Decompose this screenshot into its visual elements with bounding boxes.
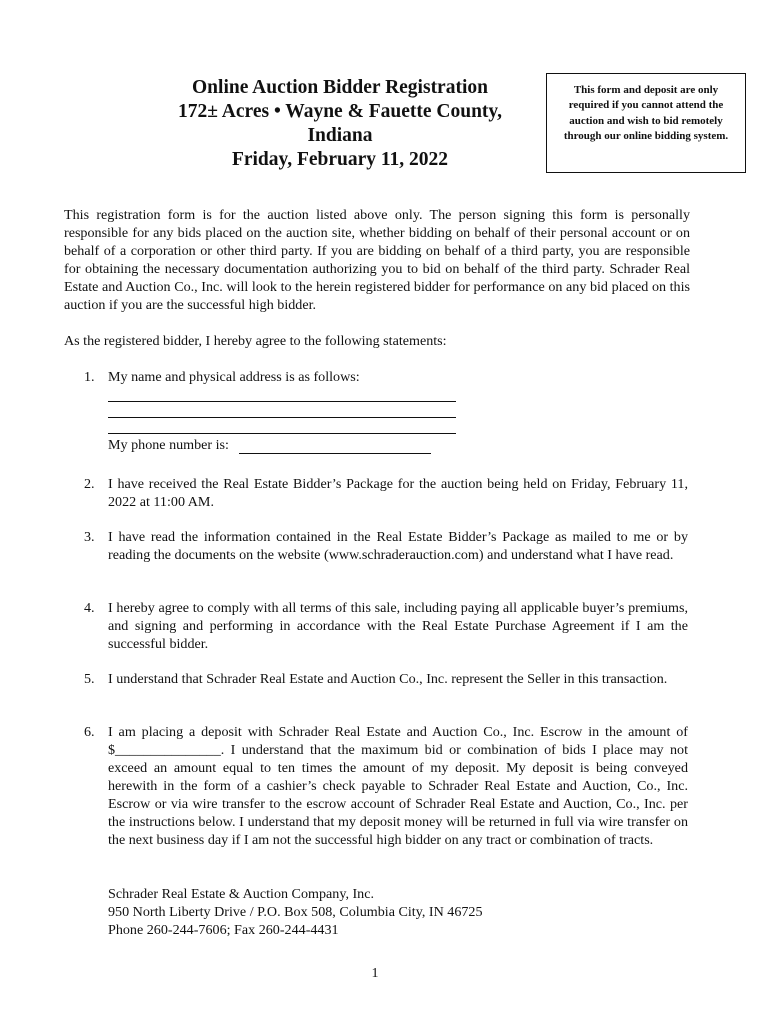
company-name: Schrader Real Estate & Auction Company, Inc. — [108, 886, 375, 902]
item-text: I am placing a deposit with Schrader Real Estate and Auction Co., Inc. Escrow in the amount of $_______________. I understand that the maximum bid or combination of bids I place may not exceed an amount equal to ten times the amount of my deposit. My deposit is being conveyed herewith in the form of a cashier’s check payable to Schrader Real Estate and Auction, Co., Inc. Escrow or via wire transfer to the escrow account of Schrader Real Estate and Auction, Co., Inc. per the instructions below. I understand that my deposit money will be returned in full via wire transfer on the next business day if I am not the successful high bidder on any tract or combination of tracts. — [108, 724, 688, 848]
remote-bidding-notice: This form and deposit are only required if you cannot attend the auction and wish to bid remotely through our online bidding system. — [546, 73, 746, 173]
item-text: I have received the Real Estate Bidder’s Package for the auction being held on Friday, February 11, 2022 at 11:00 AM. — [108, 476, 688, 510]
item-text: I have read the information contained in the Real Estate Bidder’s Package as mailed to me or by reading the documents on the website (www.schraderauction.com) and understand what I have read. — [108, 529, 688, 563]
phone-number-field[interactable] — [239, 440, 431, 454]
intro-paragraph: This registration form is for the auction listed above only. The person signing this form is personally responsible for any bids placed on the auction site, whether bidding on behalf of their personal account or on behalf of a corporation or other third party. If you are bidding on behalf of a third party, you are responsible for obtaining the necessary documentation authorizing you to bid on behalf of the third party. Schrader Real Estate and Auction Co., Inc. will look to the herein registered bidder for performance on any bid placed on this auction if you are the successful high bidder. — [64, 207, 690, 313]
company-contact: Phone 260-244-7606; Fax 260-244-4431 — [108, 922, 339, 938]
item-number: 1. — [84, 369, 95, 385]
item-number: 3. — [84, 529, 95, 545]
title-line-3: Indiana — [307, 125, 373, 146]
title-line-1: Online Auction Bidder Registration — [192, 77, 488, 98]
title-line-4: Friday, February 11, 2022 — [231, 149, 449, 170]
name-address-field-line-1[interactable] — [108, 386, 456, 402]
item-number: 5. — [84, 671, 95, 687]
title-line-2: 172± Acres • Wayne & Fauette County, — [178, 101, 502, 122]
item-number: 6. — [84, 724, 95, 740]
company-address-block — [108, 885, 483, 939]
item-text: My name and physical address is as follows: — [108, 369, 360, 385]
company-address: 950 North Liberty Drive / P.O. Box 508, Columbia City, IN 46725 — [108, 904, 483, 920]
document-title — [120, 76, 560, 172]
name-address-field-line-3[interactable] — [108, 418, 456, 434]
item-text: I hereby agree to comply with all terms of this sale, including paying all applicable buyer’s premiums, and signing and performing in accordance with the Real Estate Purchase Agreement if I am the successful bidder. — [108, 600, 688, 652]
item-number: 4. — [84, 600, 95, 616]
page-number: 1 — [371, 966, 379, 981]
agreement-statement: As the registered bidder, I hereby agree to the following statements: — [64, 333, 447, 349]
item-text: I understand that Schrader Real Estate and Auction Co., Inc. represent the Seller in this transaction. — [108, 671, 668, 687]
name-address-field-line-2[interactable] — [108, 402, 456, 418]
phone-label: My phone number is: — [108, 437, 229, 453]
item-number: 2. — [84, 476, 95, 492]
